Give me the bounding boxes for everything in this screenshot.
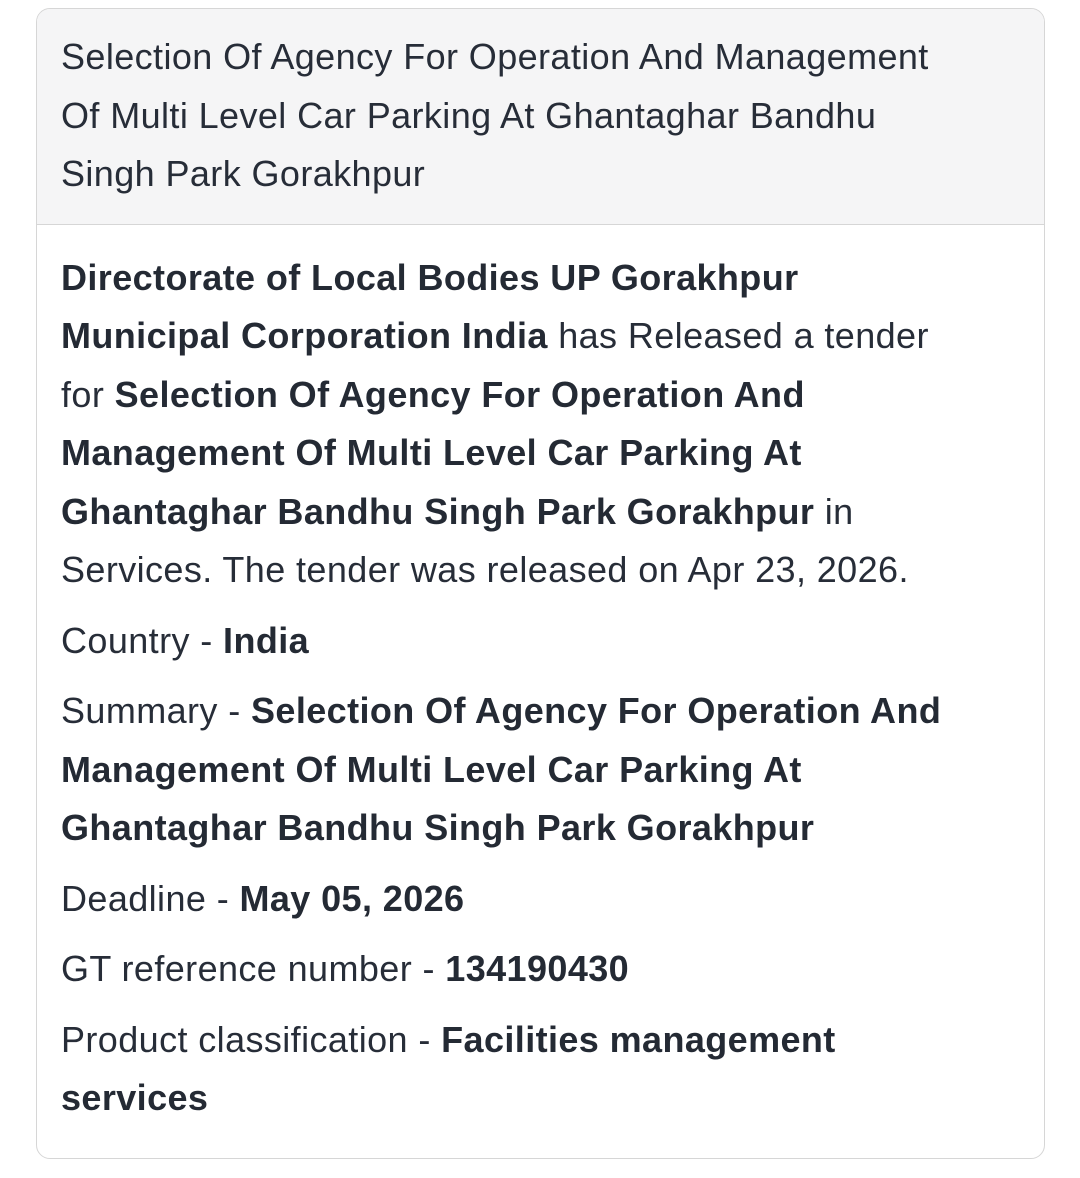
issuer-name: Directorate of Local Bodies UP Gorakhpur Municipal Corporation India xyxy=(61,256,799,356)
field-label-country: Country - xyxy=(61,619,224,661)
tender-card xyxy=(36,8,1045,1159)
field-label-deadline: Deadline - xyxy=(61,877,240,919)
intro-connector-text: has Released a tender for xyxy=(61,315,929,415)
tender-details xyxy=(37,225,1044,1158)
field-label-gt-reference: GT reference number - xyxy=(61,948,446,989)
field-value-gt-reference: 134190430 xyxy=(445,948,630,989)
field-row-gt-reference xyxy=(61,940,972,999)
field-label-summary: Summary - xyxy=(61,690,252,731)
field-value-summary: Selection Of Agency For Operation And Management Of Multi Level Car Parking At Ghantaghar Bandhu Singh Park Gorakhpur xyxy=(61,690,942,848)
field-row-country xyxy=(61,612,972,671)
field-row-deadline xyxy=(61,870,972,929)
tender-title-header xyxy=(37,9,1044,225)
field-value-deadline: May 05, 2026 xyxy=(239,877,465,919)
tender-intro-paragraph xyxy=(61,249,972,600)
intro-suffix-text: in Services. The tender was released on Apr 23, 2026. xyxy=(61,490,909,590)
tender-title: Selection Of Agency For Operation And Management Of Multi Level Car Parking At Ghantaghar Bandhu Singh Park Gorakhpur xyxy=(61,36,929,194)
tender-name: Selection Of Agency For Operation And Management Of Multi Level Car Parking At Ghantaghar Bandhu Singh Park Gorakhpur xyxy=(61,373,815,532)
field-value-country: India xyxy=(223,619,310,661)
field-label-product-classification: Product classification - xyxy=(61,1018,442,1060)
field-row-product-classification xyxy=(61,1011,972,1128)
field-value-product-classification: Facilities management services xyxy=(61,1018,836,1118)
field-row-summary xyxy=(61,682,972,858)
